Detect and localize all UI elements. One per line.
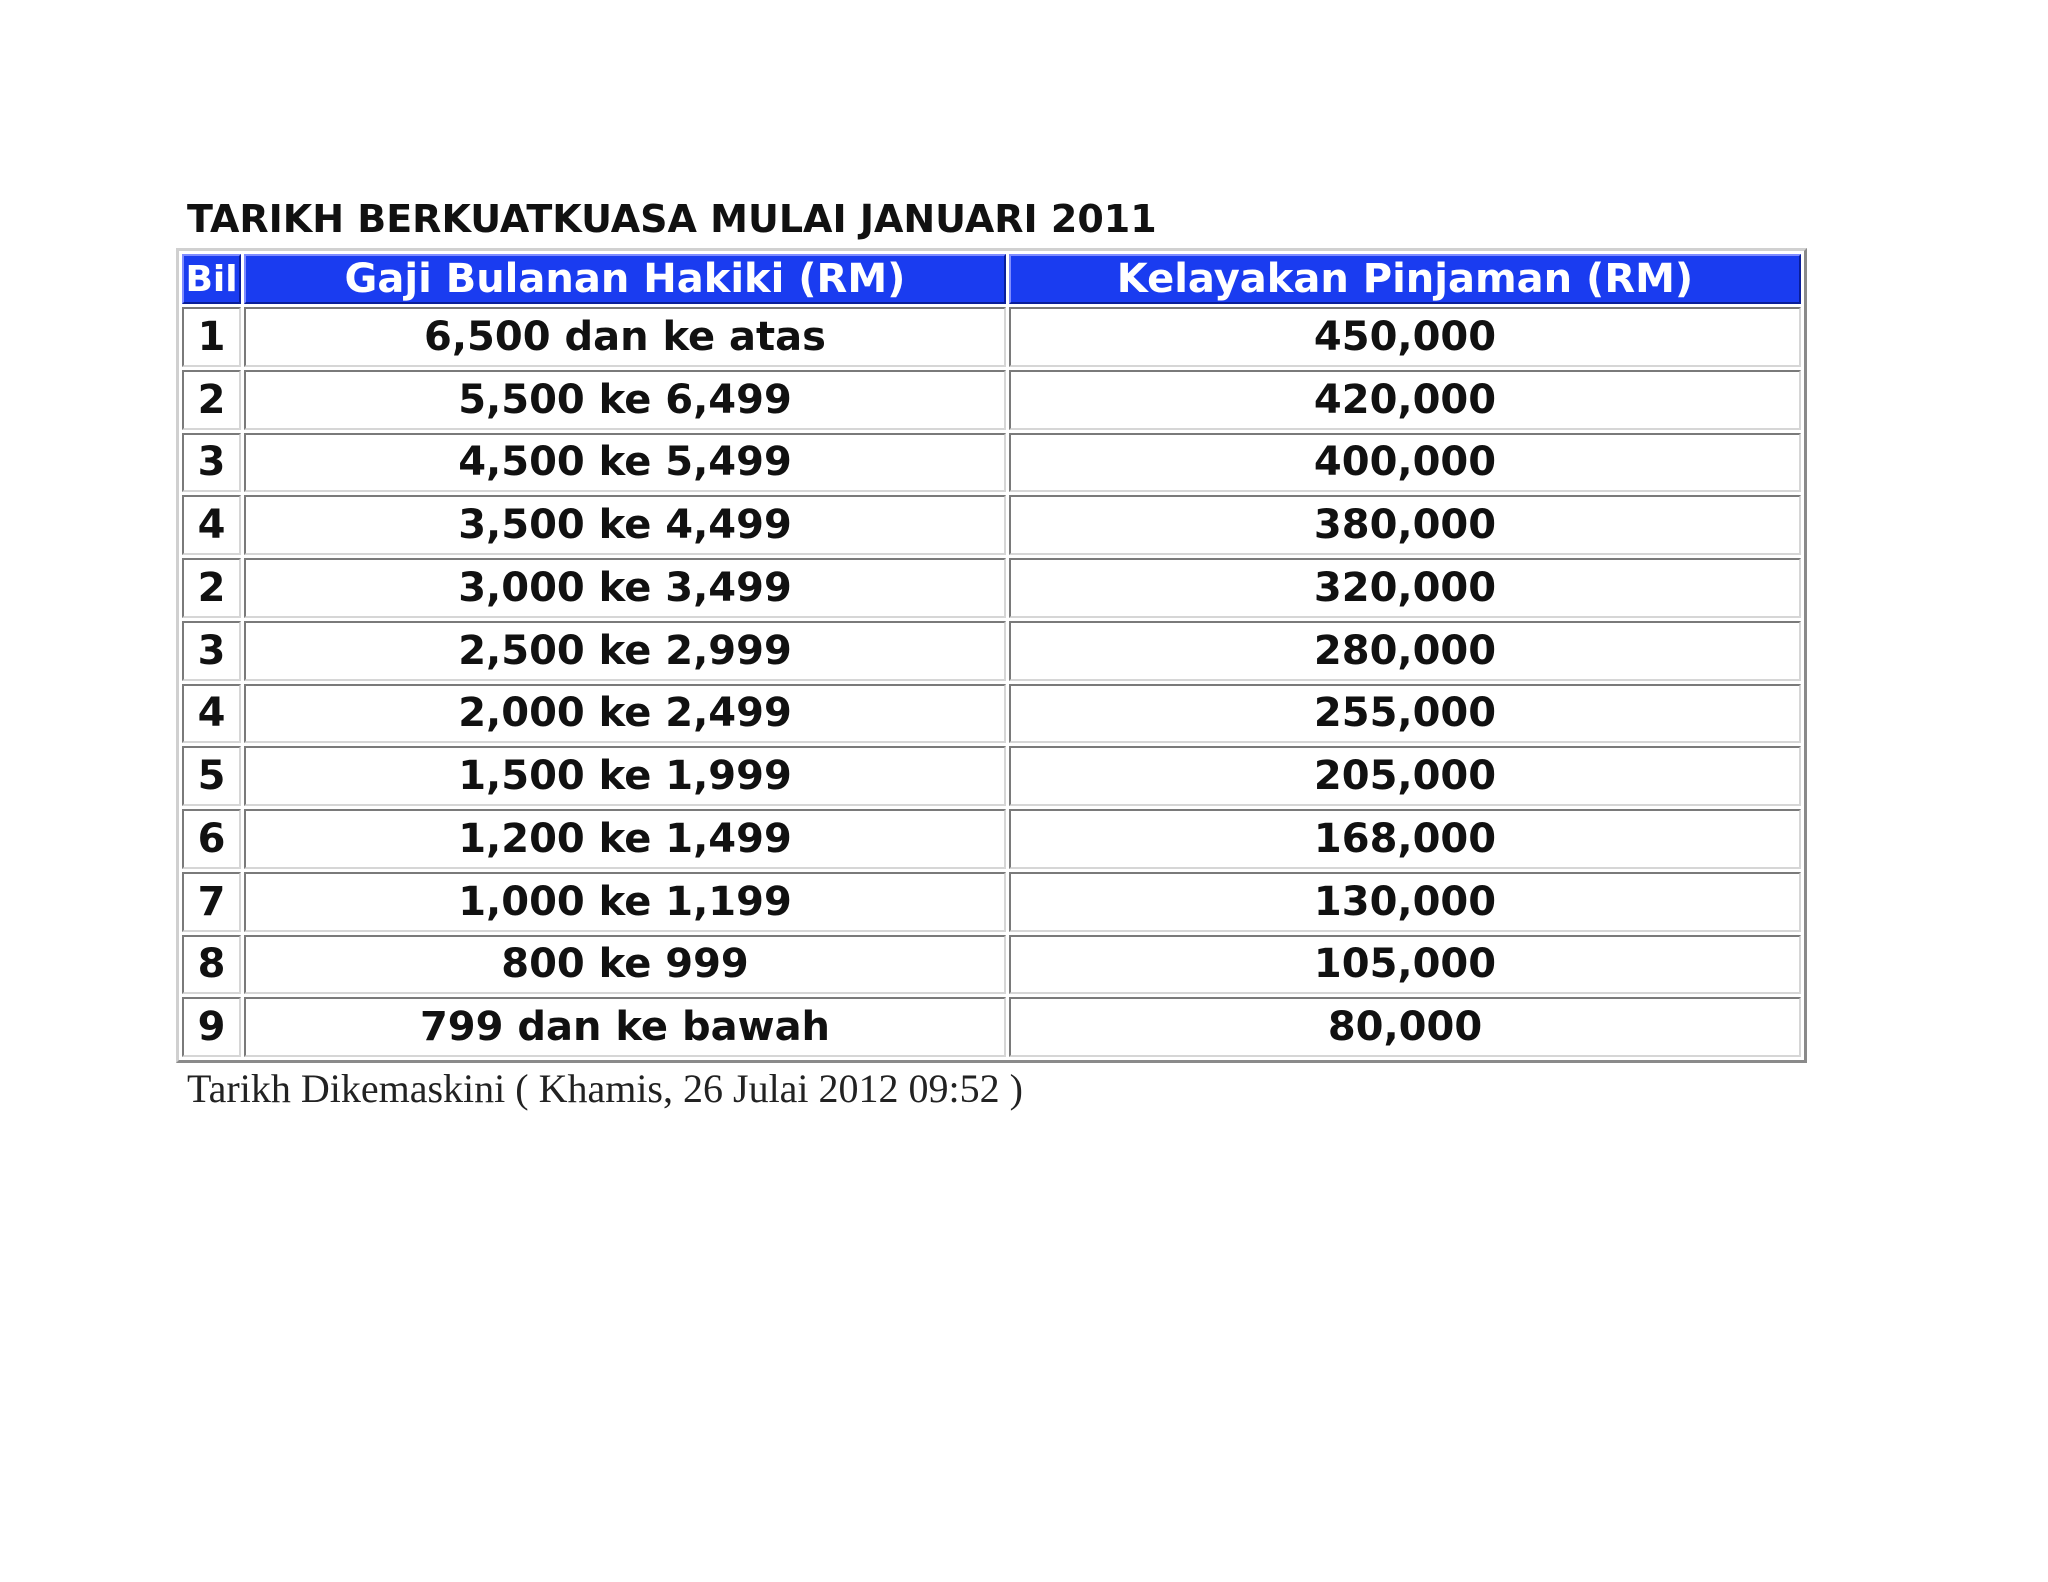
table-row — [182, 746, 1801, 806]
cell-bil: 6 — [182, 809, 241, 869]
cell-pinjaman: 450,000 — [1009, 307, 1801, 367]
cell-gaji: 3,000 ke 3,499 — [244, 558, 1006, 618]
cell-pinjaman: 205,000 — [1009, 746, 1801, 806]
table-row — [182, 997, 1801, 1057]
cell-pinjaman: 105,000 — [1009, 935, 1801, 995]
table-header-row — [182, 254, 1801, 304]
cell-bil: 8 — [182, 935, 241, 995]
cell-gaji: 3,500 ke 4,499 — [244, 495, 1006, 555]
cell-gaji: 6,500 dan ke atas — [244, 307, 1006, 367]
column-header-kelayakan: Kelayakan Pinjaman (RM) — [1009, 254, 1801, 304]
cell-bil: 5 — [182, 746, 241, 806]
cell-gaji: 1,500 ke 1,999 — [244, 746, 1006, 806]
cell-pinjaman: 380,000 — [1009, 495, 1801, 555]
cell-pinjaman: 130,000 — [1009, 872, 1801, 932]
cell-gaji: 1,200 ke 1,499 — [244, 809, 1006, 869]
cell-gaji: 799 dan ke bawah — [244, 997, 1006, 1057]
cell-bil: 9 — [182, 997, 241, 1057]
cell-pinjaman: 280,000 — [1009, 621, 1801, 681]
table-row — [182, 370, 1801, 430]
table-row — [182, 621, 1801, 681]
table-row — [182, 307, 1801, 367]
cell-bil: 3 — [182, 433, 241, 493]
cell-gaji: 5,500 ke 6,499 — [244, 370, 1006, 430]
cell-gaji: 2,000 ke 2,499 — [244, 684, 1006, 744]
cell-bil: 2 — [182, 370, 241, 430]
cell-bil: 3 — [182, 621, 241, 681]
cell-gaji: 2,500 ke 2,999 — [244, 621, 1006, 681]
cell-gaji: 1,000 ke 1,199 — [244, 872, 1006, 932]
loan-eligibility-table — [179, 251, 1804, 1060]
column-header-gaji: Gaji Bulanan Hakiki (RM) — [244, 254, 1006, 304]
table-row — [182, 433, 1801, 493]
cell-bil: 4 — [182, 684, 241, 744]
cell-bil: 7 — [182, 872, 241, 932]
table-row — [182, 809, 1801, 869]
cell-pinjaman: 400,000 — [1009, 433, 1801, 493]
cell-pinjaman: 420,000 — [1009, 370, 1801, 430]
page-title: TARIKH BERKUATKUASA MULAI JANUARI 2011 — [187, 197, 1157, 241]
cell-pinjaman: 320,000 — [1009, 558, 1801, 618]
column-header-bil: Bil — [182, 254, 241, 304]
table-row — [182, 558, 1801, 618]
cell-gaji: 4,500 ke 5,499 — [244, 433, 1006, 493]
cell-bil: 2 — [182, 558, 241, 618]
loan-eligibility-table-frame — [176, 248, 1807, 1063]
cell-bil: 1 — [182, 307, 241, 367]
cell-pinjaman: 255,000 — [1009, 684, 1801, 744]
cell-gaji: 800 ke 999 — [244, 935, 1006, 995]
cell-bil: 4 — [182, 495, 241, 555]
table-row — [182, 872, 1801, 932]
table-row — [182, 495, 1801, 555]
last-updated-note: Tarikh Dikemaskini ( Khamis, 26 Julai 2012 09:52 ) — [187, 1066, 1023, 1111]
table-row — [182, 935, 1801, 995]
table-row — [182, 684, 1801, 744]
cell-pinjaman: 168,000 — [1009, 809, 1801, 869]
cell-pinjaman: 80,000 — [1009, 997, 1801, 1057]
